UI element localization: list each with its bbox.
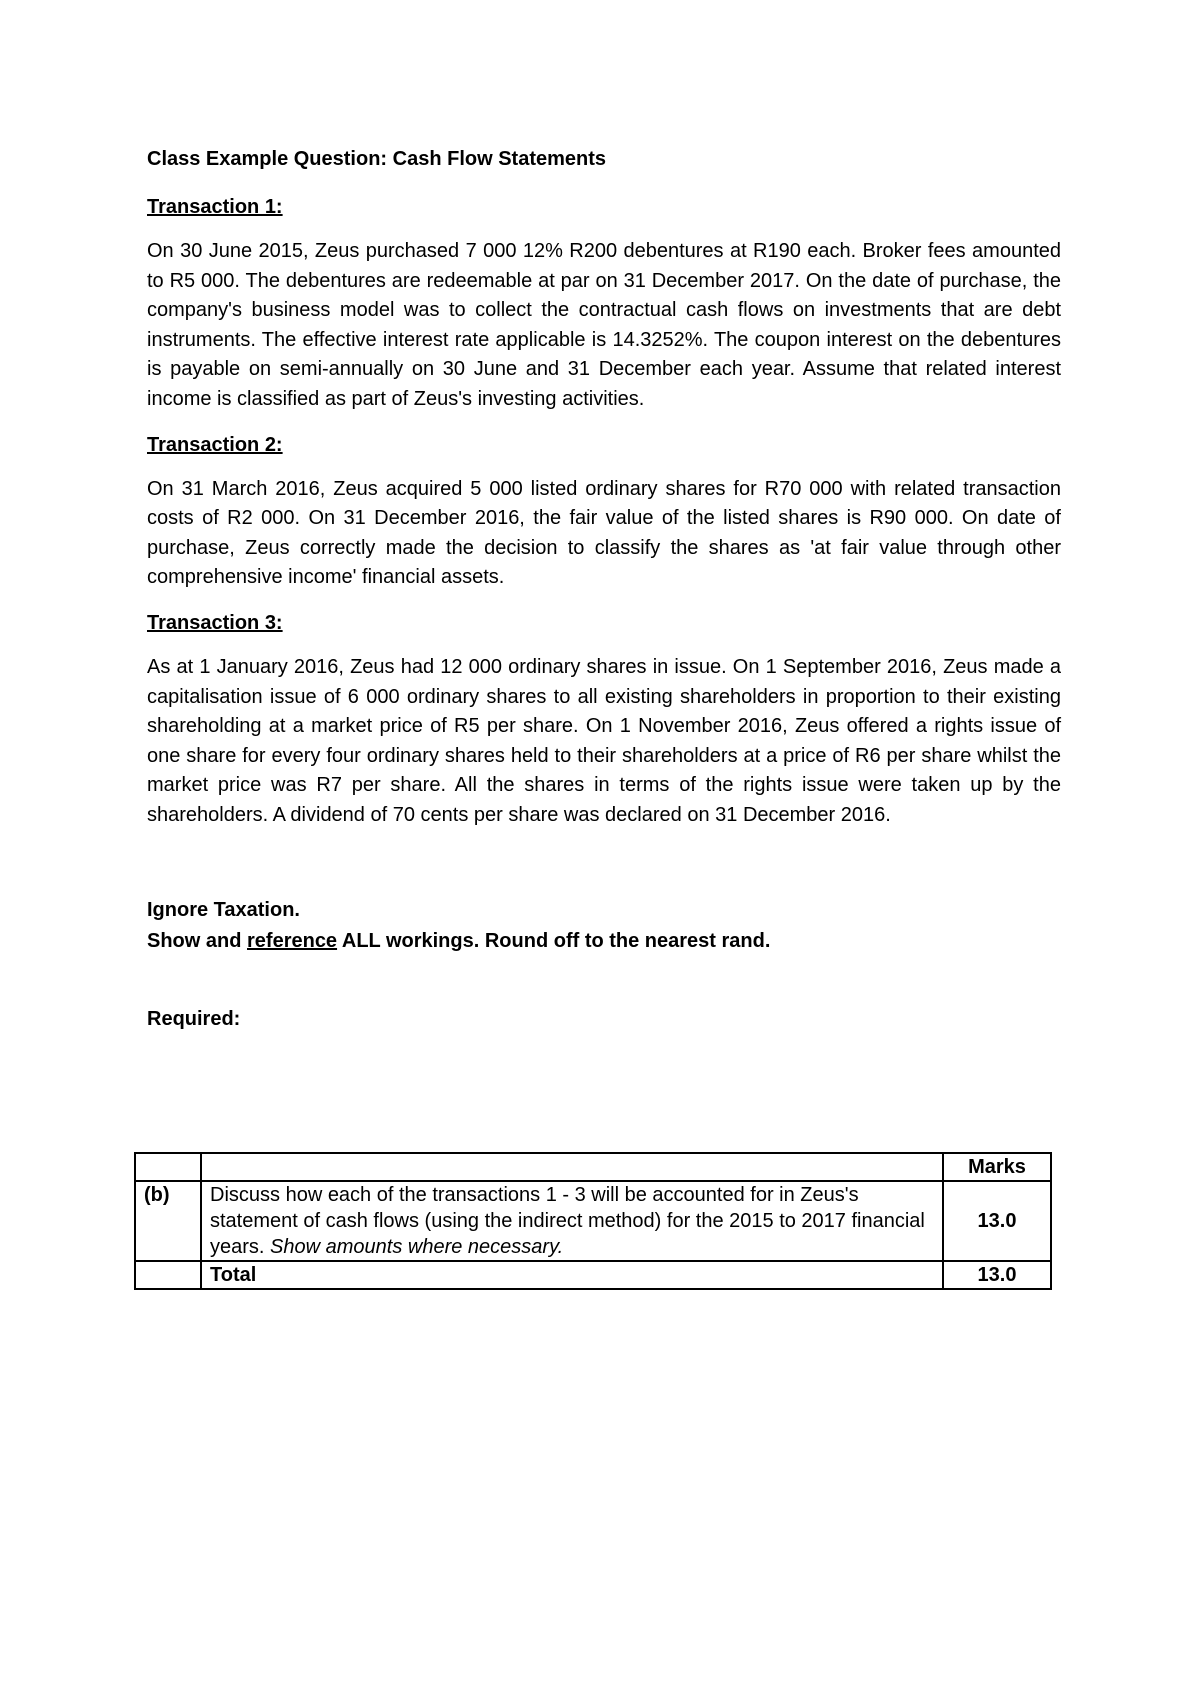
row-description-main: Discuss how each of the transactions 1 - 3 will be accounted for in Zeus's statement of cash flows (using the indirect method) for the 2015 to 2017 financial years. — [210, 1184, 925, 1258]
document-page — [147, 143, 1061, 1045]
ignore-taxation-note: Ignore Taxation. — [147, 898, 300, 921]
transaction-2-text: On 31 March 2016, Zeus acquired 5 000 listed ordinary shares for R70 000 with related transaction costs of R2 000. On 31 December 2016, the fair value of the listed shares is R90 000. On date of purchase, Zeus correctly made the decision to classify the shares as 'at fair value through other comprehensive income' financial assets. — [147, 477, 1061, 589]
transaction-3-text: As at 1 January 2016, Zeus had 12 000 ordinary shares in issue. On 1 September 2016, Zeus made a capitalisation issue of 6 000 ordinary shares to all existing shareholders in proportion to their existing shareholding at a market price of R5 per share. On 1 November 2016, Zeus offered a rights issue of one share for every four ordinary shares held to their shareholders at a price of R6 per share whilst the market price was R7 per share. All the shares in terms of the rights issue were taken up by the shareholders. A dividend of 70 cents per share was declared on 31 December 2016. — [147, 655, 1061, 826]
transaction-1-heading: Transaction 1: — [147, 196, 283, 218]
total-marks-cell: 13.0 — [943, 1261, 1051, 1289]
required-label: Required: — [147, 1007, 241, 1030]
transaction-2-heading: Transaction 2: — [147, 433, 283, 456]
row-marks-cell: 13.0 — [943, 1181, 1051, 1261]
header-empty-cell-1 — [135, 1153, 201, 1181]
workings-instruction-part1: Show and — [147, 929, 247, 952]
table-row — [135, 1181, 1051, 1261]
transaction-3-heading: Transaction 3: — [147, 611, 283, 634]
table-header-row — [135, 1153, 1051, 1181]
workings-instruction-underlined: reference — [247, 929, 338, 952]
header-empty-cell-2 — [201, 1153, 943, 1181]
spacer — [147, 845, 1061, 895]
row-description-cell — [201, 1181, 943, 1261]
table-total-row — [135, 1261, 1051, 1289]
header-marks-cell: Marks — [943, 1153, 1051, 1181]
total-label-cell: Total — [201, 1261, 943, 1289]
document-title: Class Example Question: Cash Flow Statements — [147, 148, 607, 170]
row-label-cell: (b) — [135, 1181, 201, 1261]
marks-table — [134, 1152, 1052, 1290]
workings-instruction — [147, 926, 1061, 957]
total-empty-cell — [135, 1261, 201, 1289]
transaction-1-text: On 30 June 2015, Zeus purchased 7 000 12% R200 debentures at R190 each. Broker fees amounted to R5 000. The debentures are redeemable at par on 31 December 2017. On the date of purchase, the company's business model was to collect the contractual cash flows on investments that are debt instruments. The effective interest rate applicable is 14.3252%. The coupon interest on the debentures is payable on semi-annually on 30 June and 31 December each year. Assume that related interest income is classified as part of Zeus's investing activities. — [147, 240, 1061, 410]
spacer — [147, 957, 1061, 1003]
workings-instruction-part2: ALL workings. Round off to the nearest rand. — [337, 929, 771, 952]
row-description-italic: Show amounts where necessary. — [270, 1236, 564, 1258]
